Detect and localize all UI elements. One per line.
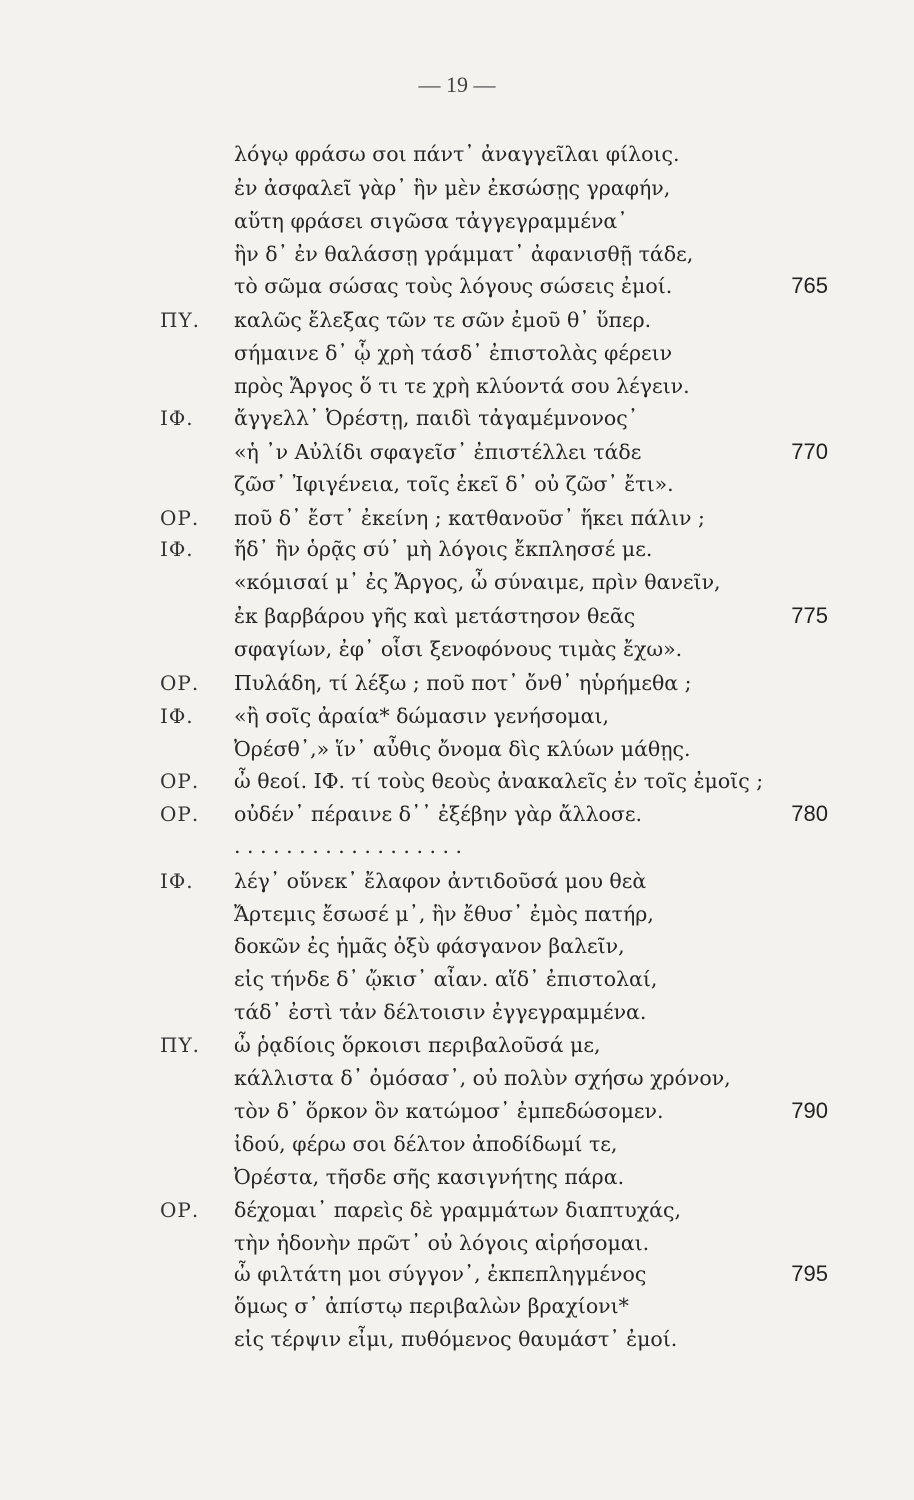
verse-line xyxy=(0,270,914,302)
verse-line xyxy=(0,1062,914,1094)
verse-text-line: εἰς τήνδε δ᾽ ᾤκισ᾽ αἶαν. αἵδ᾽ ἐπιστολαί, xyxy=(234,967,658,991)
verse-text-line: τάδ᾽ ἐστὶ τἀν δέλτοισιν ἐγγεγραμμένα. xyxy=(234,1000,647,1024)
verse-text-line: ποῦ δ᾽ ἔστ᾽ ἐκείνη ; κατθανοῦσ᾽ ἥκει πάλιν ; xyxy=(234,506,705,530)
verse-line xyxy=(0,566,914,598)
verse-line xyxy=(0,138,914,170)
verse-line xyxy=(0,468,914,500)
verse-text-line: πρὸς Ἄργος ὅ τι τε χρὴ κλύοντά σου λέγειν. xyxy=(234,374,690,398)
verse-line xyxy=(0,1227,914,1259)
verse-text-line: τὴν ἡδονὴν πρῶτ᾽ οὐ λόγοις αἱρήσομαι. xyxy=(234,1231,650,1255)
speaker-label: ΙΦ. xyxy=(160,704,194,728)
verse-line xyxy=(0,238,914,270)
verse-line xyxy=(0,1095,914,1127)
verse-line xyxy=(0,337,914,369)
verse-line xyxy=(0,600,914,632)
speaker-label: ΙΦ. xyxy=(160,537,194,561)
verse-line xyxy=(0,304,914,336)
verse-line xyxy=(0,1161,914,1193)
verse-line xyxy=(0,765,914,797)
verse-line xyxy=(0,963,914,995)
verse-text-line: αὕτη φράσει σιγῶσα τἀγγεγραμμένα᾽ xyxy=(234,209,628,233)
verse-text-line: «ἢ σοῖς ἀραία* δώμασιν γενήσομαι, xyxy=(234,704,610,728)
verse-line xyxy=(0,667,914,699)
verse-line xyxy=(0,370,914,402)
verse-text-line: τὸ σῶμα σώσας τοὺς λόγους σώσεις ἐμοί. xyxy=(234,274,673,298)
verse-line xyxy=(0,633,914,665)
speaker-label: ΟΡ. xyxy=(160,671,200,695)
verse-text-line: καλῶς ἔλεξας τῶν τε σῶν ἐμοῦ θ᾽ ὕπερ. xyxy=(234,308,652,332)
line-number: 790 xyxy=(791,1098,828,1123)
verse-text-line: Ὀρέσθ᾽,» ἵν᾽ αὖθις ὄνομα δὶς κλύων μάθῃς. xyxy=(234,737,691,761)
page-number: — 19 — xyxy=(418,72,496,97)
verse-text-line: σφαγίων, ἐφ᾽ οἷσι ξενοφόνους τιμὰς ἔχω». xyxy=(234,637,683,661)
verse-text-line: ἥδ᾽ ἣν ὁρᾷς σύ᾽ μὴ λόγοις ἔκπλησσέ με. xyxy=(234,537,653,561)
verse-line xyxy=(0,402,914,434)
line-number: 780 xyxy=(791,801,828,826)
line-number: 775 xyxy=(791,603,828,628)
verse-line xyxy=(0,1194,914,1226)
verse-line xyxy=(0,205,914,237)
verse-text-line: ὦ ῥᾳδίοις ὅρκοισι περιβαλοῦσά με, xyxy=(234,1033,601,1057)
speaker-label: ΟΡ. xyxy=(160,506,200,530)
speaker-label: ΟΡ. xyxy=(160,802,200,826)
verse-text-line: «κόμισαί μ᾽ ἐς Ἄργος, ὦ σύναιμε, πρὶν θανεῖν, xyxy=(234,570,721,594)
verse-text-line: Πυλάδη, τί λέξω ; ποῦ ποτ᾽ ὄνθ᾽ ηὑρήμεθα ; xyxy=(234,671,692,695)
verse-text-line: κάλλιστα δ᾽ ὀμόσασ᾽, οὐ πολὺν σχήσω χρόνον, xyxy=(234,1066,731,1090)
verse-line xyxy=(0,996,914,1028)
line-number: 770 xyxy=(791,439,828,464)
verse-text-line: λέγ᾽ οὕνεκ᾽ ἔλαφον ἀντιδοῦσά μου θεὰ xyxy=(234,869,647,893)
verse-line xyxy=(0,1258,914,1290)
verse-text-line: οὐδέν᾽ πέραινε δ᾽᾽ ἐξέβην γὰρ ἄλλοσε. xyxy=(234,802,642,826)
verse-line xyxy=(0,1323,914,1355)
verse-text-line: λόγῳ φράσω σοι πάντ᾽ ἀναγγεῖλαι φίλοις. xyxy=(234,142,680,166)
verse-line xyxy=(0,533,914,565)
verse-line xyxy=(0,1128,914,1160)
verse-line xyxy=(0,502,914,534)
verse-text-line: δέχομαι᾽ παρεὶς δὲ γραμμάτων διαπτυχάς, xyxy=(234,1198,682,1222)
verse-text-line: ἣν δ᾽ ἐν θαλάσσῃ γράμματ᾽ ἀφανισθῇ τάδε, xyxy=(234,242,694,266)
verse-text-line: σήμαινε δ᾽ ᾧ χρὴ τάσδ᾽ ἐπιστολὰς φέρειν xyxy=(234,341,673,365)
line-number: 765 xyxy=(791,273,828,298)
speaker-label: ΠΥ. xyxy=(160,1033,201,1057)
verse-text-line: δοκῶν ἐς ἡμᾶς ὀξὺ φάσγανον βαλεῖν, xyxy=(234,934,625,958)
verse-line xyxy=(0,1290,914,1322)
verse-line xyxy=(0,172,914,204)
verse-line xyxy=(0,733,914,765)
verse-text-line: ὦ θεοί. ΙΦ. τί τοὺς θεοὺς ἀνακαλεῖς ἐν τοῖς ἐμοῖς ; xyxy=(234,769,764,793)
speaker-label: ΟΡ. xyxy=(160,769,200,793)
verse-text-line: ἐκ βαρβάρου γῆς καὶ μετάστησον θεᾶς xyxy=(234,604,636,628)
verse-text-line: . . . . . . . . . . . . . . . . . . xyxy=(234,834,463,858)
verse-text-line: ζῶσ᾽ Ἰφιγένεια, τοῖς ἐκεῖ δ᾽ οὐ ζῶσ᾽ ἔτι». xyxy=(234,472,674,496)
verse-text-line: ἄγγελλ᾽ Ὀρέστῃ, παιδὶ τἀγαμέμνονος᾽ xyxy=(234,406,638,430)
verse-text-line: τὸν δ᾽ ὅρκον ὃν κατώμοσ᾽ ἐμπεδώσομεν. xyxy=(234,1099,664,1123)
verse-line xyxy=(0,798,914,830)
verse-line xyxy=(0,436,914,468)
verse-line xyxy=(0,700,914,732)
verse-text-line: ὅμως σ᾽ ἀπίστῳ περιβαλὼν βραχίονι* xyxy=(234,1294,629,1318)
verse-text-line: ἐν ἀσφαλεῖ γὰρ᾽ ἣν μὲν ἐκσώσῃς γραφήν, xyxy=(234,176,671,200)
verse-text-line: εἰς τέρψιν εἶμι, πυθόμενος θαυμάστ᾽ ἐμοί. xyxy=(234,1327,678,1351)
verse-line xyxy=(0,898,914,930)
verse-text-line: «ἡ ᾽ν Αὐλίδι σφαγεῖσ᾽ ἐπιστέλλει τάδε xyxy=(234,440,642,464)
verse-line xyxy=(0,1029,914,1061)
speaker-label: ΠΥ. xyxy=(160,308,201,332)
verse-line xyxy=(0,865,914,897)
speaker-label: ΙΦ. xyxy=(160,869,194,893)
verse-line xyxy=(0,930,914,962)
verse-text-line: Ὀρέστα, τῆσδε σῆς κασιγνήτης πάρα. xyxy=(234,1165,625,1189)
verse-text-line: ὦ φιλτάτη μοι σύγγον᾽, ἐκπεπληγμένος xyxy=(234,1262,647,1286)
speaker-label: ΟΡ. xyxy=(160,1198,200,1222)
speaker-label: ΙΦ. xyxy=(160,406,194,430)
verse-text-line: Ἄρτεμις ἔσωσέ μ᾽, ἣν ἔθυσ᾽ ἐμὸς πατήρ, xyxy=(234,902,654,926)
verse-text-line: ἰδού, φέρω σοι δέλτον ἀποδίδωμί τε, xyxy=(234,1132,618,1156)
verse-line xyxy=(0,830,914,862)
line-number: 795 xyxy=(791,1261,828,1286)
